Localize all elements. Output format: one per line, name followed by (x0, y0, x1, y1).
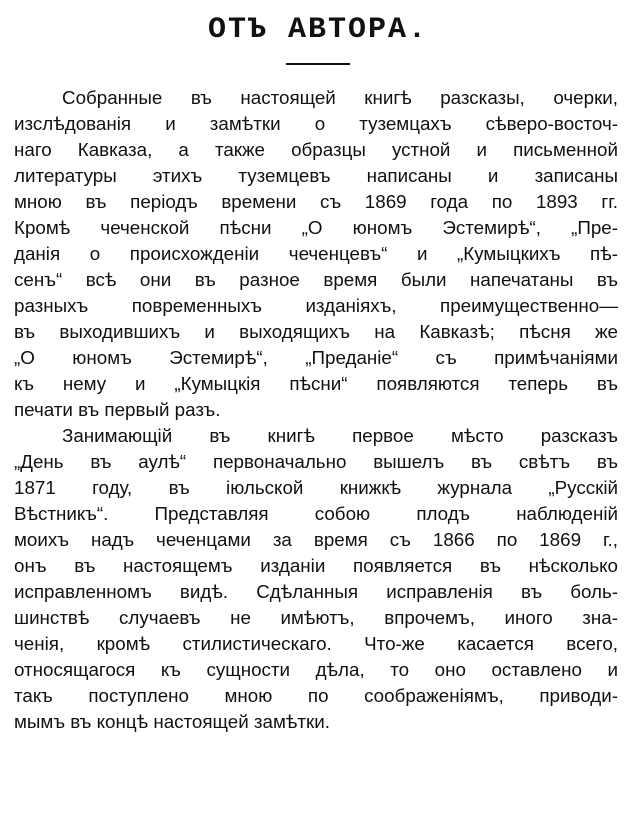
text-line: изслѣдованія и замѣтки о туземцахъ сѣверо-восточ- (14, 113, 618, 134)
paragraph-2 (14, 423, 618, 735)
text-line: мною въ періодъ времени съ 1869 года по 1893 гг. (14, 191, 618, 212)
text-line: Вѣстникъ“. Представляя собою плодъ наблюденій (14, 503, 618, 524)
text-line: ченія, кромѣ стилистическаго. Что-же касается всего, (14, 633, 618, 654)
text-line: Занимающій въ книгѣ первое мѣсто разсказъ (62, 425, 618, 446)
text-line: Кромѣ чеченской пѣсни „О юномъ Эстемирѣ“, „Пре- (14, 217, 618, 238)
text-line: 1871 году, въ іюльской книжкѣ журнала „Русскій (14, 477, 618, 498)
body-text (14, 85, 618, 735)
text-line: сенъ“ всѣ они въ разное время были напечатаны въ (14, 269, 618, 290)
text-line: такъ поступлено мною по соображеніямъ, приводи- (14, 685, 618, 706)
text-line: данія о происхожденіи чеченцевъ“ и „Кумыцкихъ пѣ- (14, 243, 618, 264)
text-line: моихъ надъ чеченцами за время съ 1866 по 1869 г., (14, 529, 618, 550)
text-line: Собранные въ настоящей книгѣ разсказы, очерки, (62, 87, 618, 108)
text-line: наго Кавказа, а также образцы устной и письменной (14, 139, 618, 160)
text-line: разныхъ повременныхъ изданіяхъ, преимущественно— (14, 295, 618, 316)
text-line: исправленномъ видѣ. Сдѣланныя исправленія въ боль- (14, 581, 618, 602)
text-line: „День въ аулѣ“ первоначально вышелъ въ свѣтъ въ (14, 451, 618, 472)
text-line: шинствѣ случаевъ не имѣютъ, впрочемъ, иного зна- (14, 607, 618, 628)
title-divider (286, 63, 350, 65)
text-line: къ нему и „Кумыцкія пѣсни“ появляются теперь въ (14, 373, 618, 394)
text-line: „О юномъ Эстемирѣ“, „Преданіе“ съ примѣчаніями (14, 347, 618, 368)
text-line: онъ въ настоящемъ изданіи появляется въ нѣсколько (14, 555, 618, 576)
text-line: литературы этихъ туземцевъ написаны и записаны (14, 165, 618, 186)
text-line: относящагося къ сущности дѣла, то оно оставлено и (14, 659, 618, 680)
text-line: мымъ въ концѣ настоящей замѣтки. (14, 711, 330, 732)
paragraph-1 (14, 85, 618, 423)
text-line: въ выходившихъ и выходящихъ на Кавказѣ; пѣсня же (14, 321, 618, 342)
page-title: ОТЪ АВТОРА. (207, 13, 429, 47)
text-line: печати въ первый разъ. (14, 399, 221, 420)
